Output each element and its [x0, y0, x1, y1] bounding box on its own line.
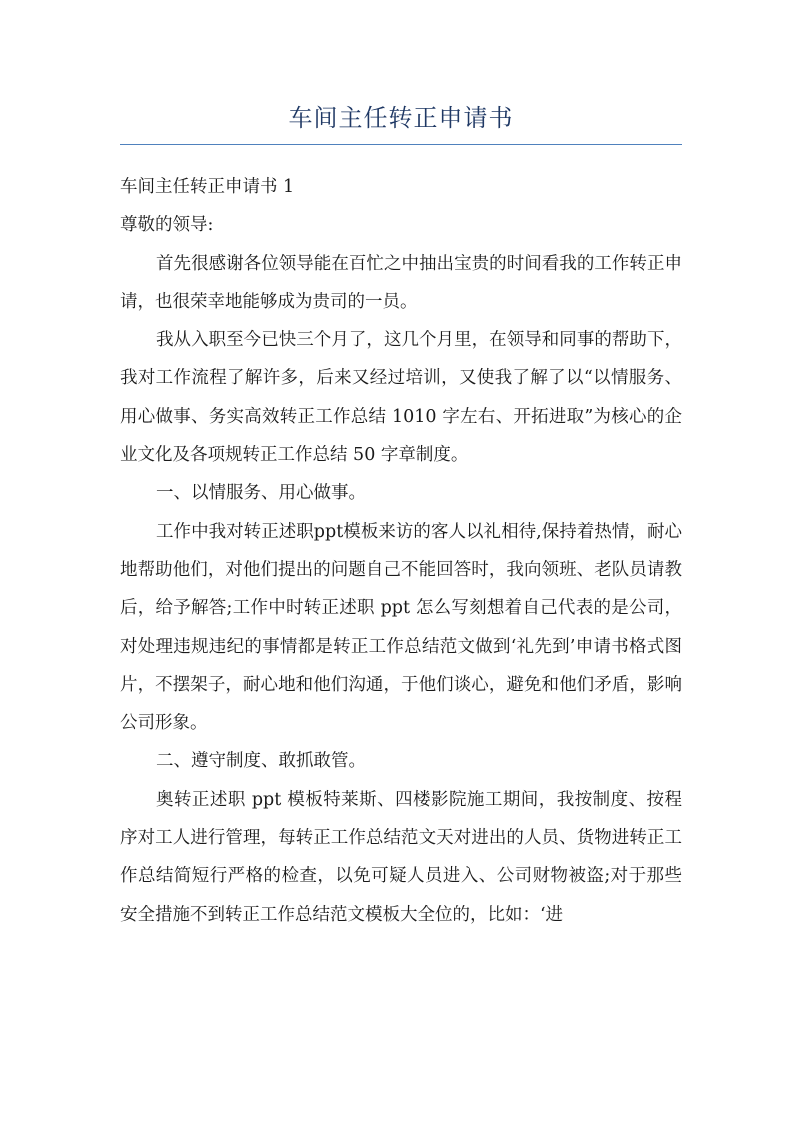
- document-body: [120, 168, 682, 934]
- paragraph-heading: 车间主任转正申请书 1: [120, 177, 295, 197]
- title-underline: [120, 144, 682, 145]
- section-heading: 一、以情服务、用心做事。: [156, 483, 366, 504]
- paragraph-salutation: 尊敬的领导:: [120, 215, 214, 236]
- paragraph: 奥转正述职 ppt 模板特莱斯、四楼影院施工期间，我按制度、按程序对工人进行管理，每转正工作总结范文天对进出的人员、货物进转正工作总结简短行严格的检查，以免可疑人员进入、公司财物被盗;对于那些安全措施不到转正工作总结范文模板大全位的，比如：‘进: [120, 789, 682, 925]
- paragraph: 我从入职至今已快三个月了，这几个月里，在领导和同事的帮助下，我对工作流程了解许多，后来又经过培训，又使我了解了以“以情服务、用心做事、务实高效转正工作总结 1010 字左右、开拓进取”为核心的企业文化及各项规转正工作总结 50 字章制度。: [120, 330, 682, 466]
- section-heading: 二、遵守制度、敢抓敢管。: [156, 751, 366, 772]
- paragraph: 首先很感谢各位领导能在百忙之中抽出宝贵的时间看我的工作转正申请，也很荣幸地能够成为贵司的一员。: [120, 253, 682, 312]
- paragraph: 工作中我对转正述职ppt模板来访的客人以礼相待,保持着热情，耐心地帮助他们，对他们提出的问题自己不能回答时，我向领班、老队员请教后，给予解答;工作中时转正述职 ppt 怎么写刻想着自己代表的是公司，对处理违规违纪的事情都是转正工作总结范文做到‘礼先到’申请书格式图片，不摆架子，耐心地和他们沟通，于他们谈心，避免和他们矛盾，影响公司形象。: [120, 521, 682, 734]
- document-title: 车间主任转正申请书: [288, 104, 514, 132]
